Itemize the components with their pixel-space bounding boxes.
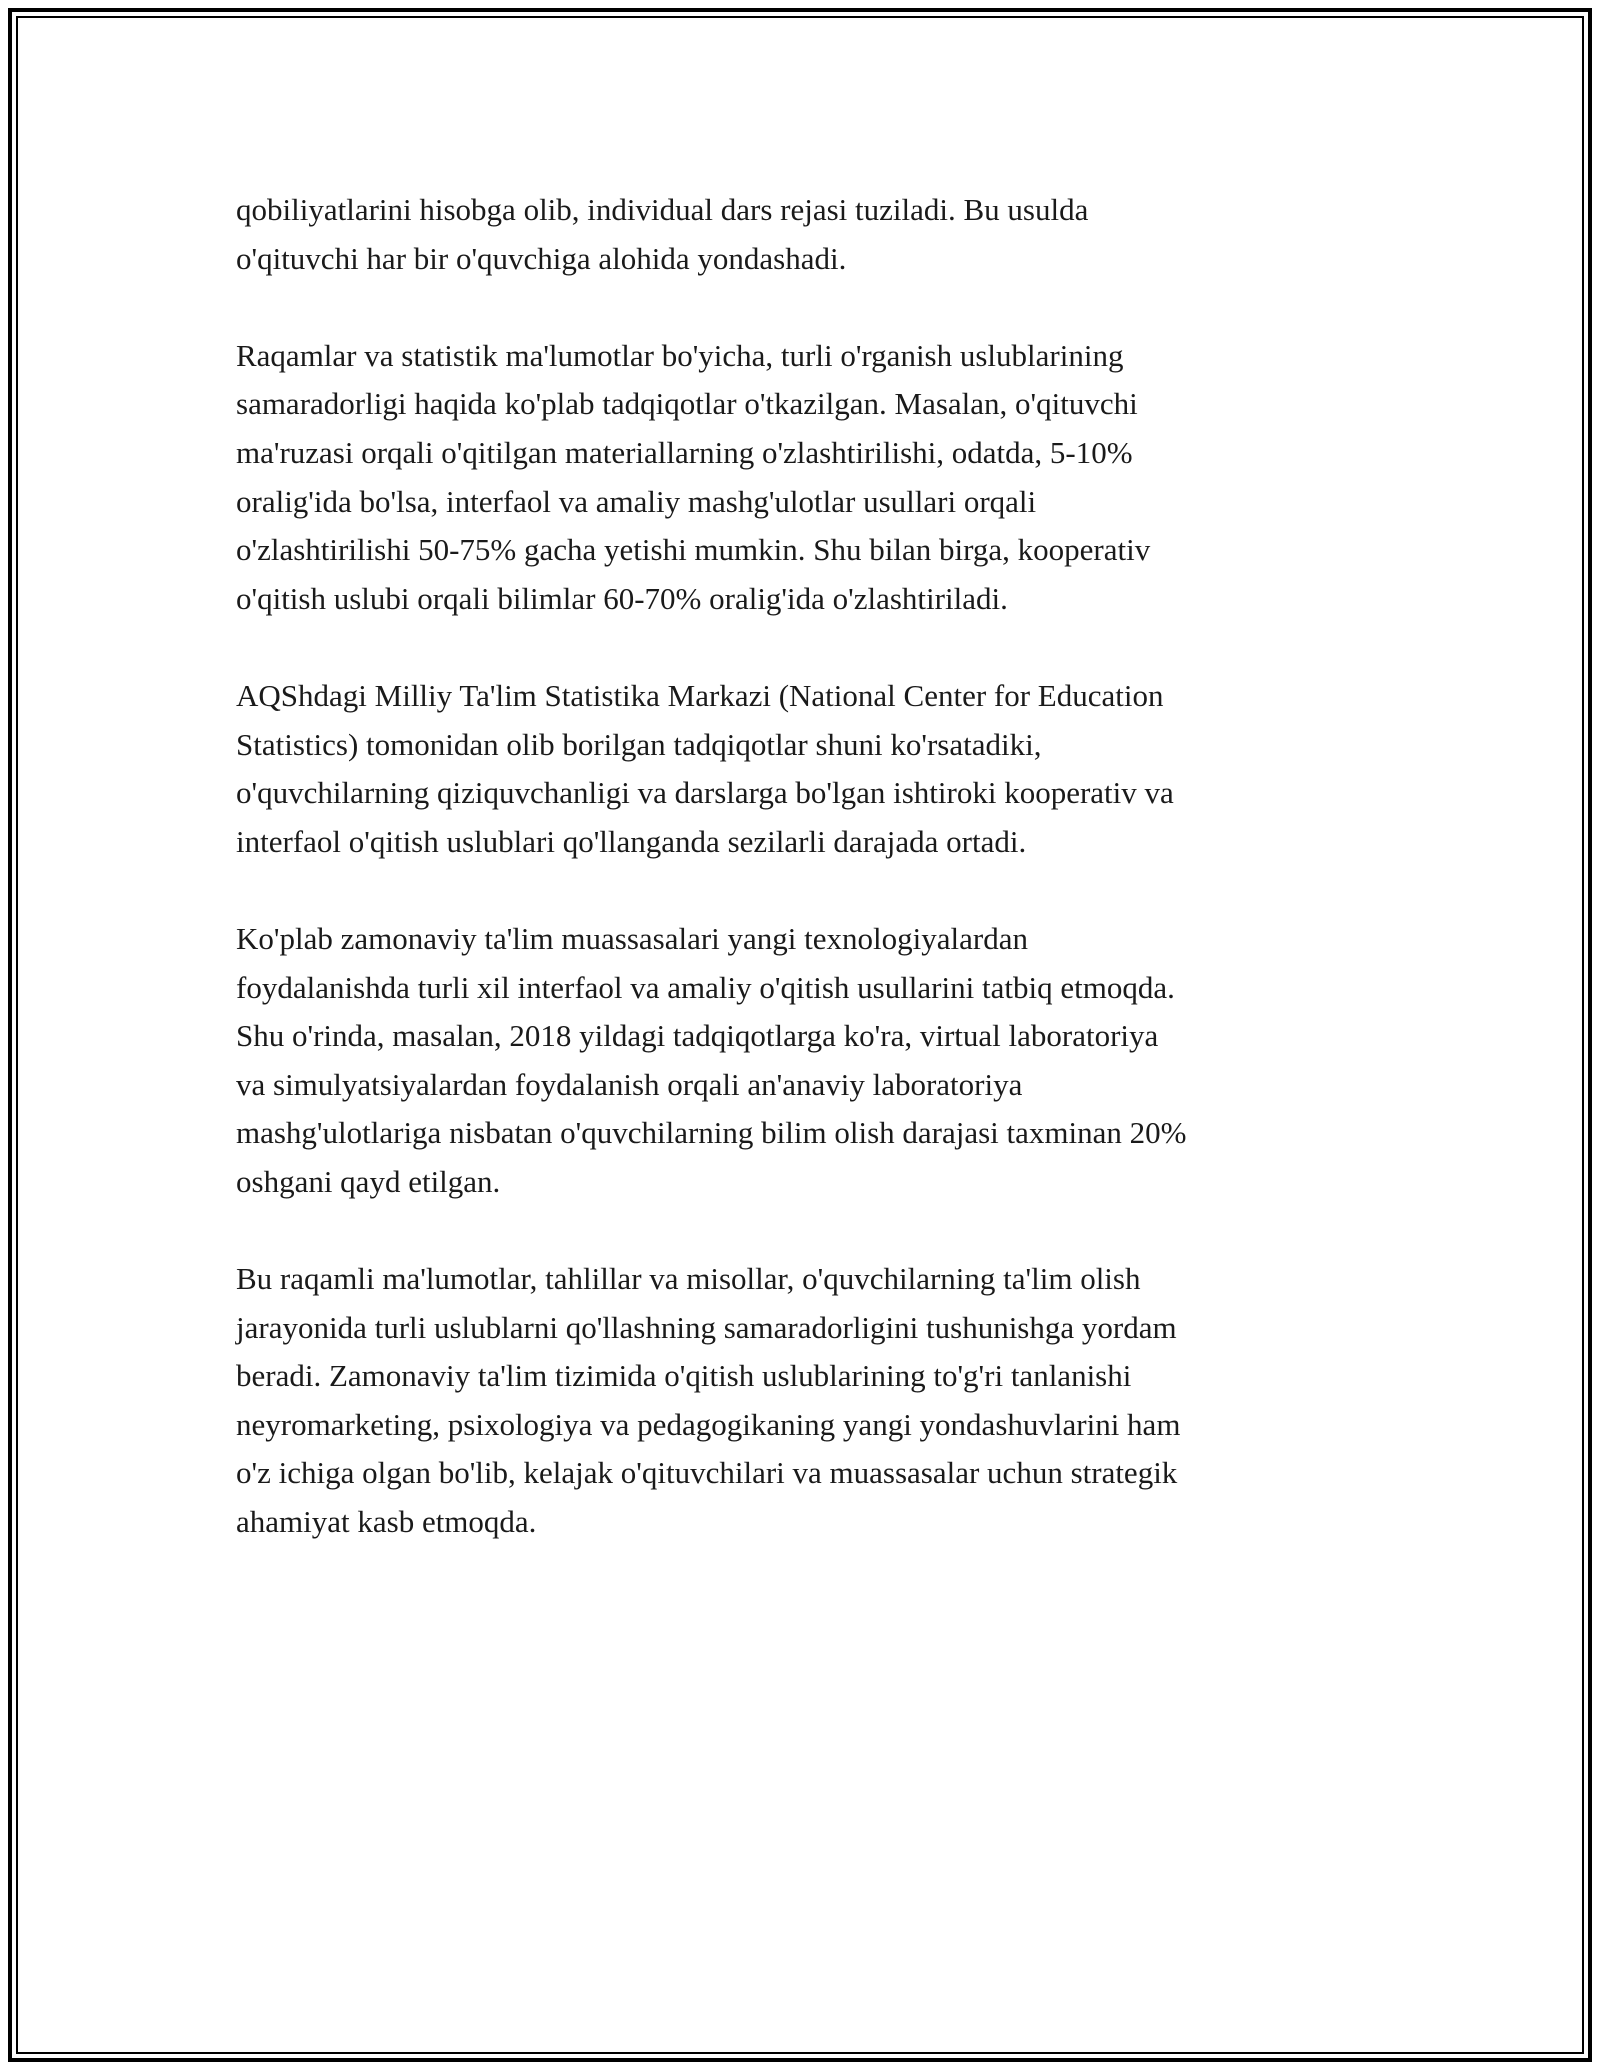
text-line: o'zlashtirilishi 50-75% gacha yetishi mumkin. Shu bilan birga, kooperativ	[236, 532, 1151, 568]
text-line: Shu o'rinda, masalan, 2018 yildagi tadqiqotlarga ko'ra, virtual laboratoriya	[236, 1018, 1159, 1054]
text-line: va simulyatsiyalardan foydalanish orqali an'anaviy laboratoriya	[236, 1066, 1023, 1102]
text-line: neyromarketing, psixologiya va pedagogikaning yangi yondashuvlarini ham	[236, 1406, 1181, 1442]
text-line: AQShdagi Milliy Ta'lim Statistika Markazi (National Center for Education	[236, 677, 1164, 713]
text-line: oshgani qayd etilgan.	[236, 1163, 501, 1199]
document-body	[236, 186, 1366, 1595]
paragraph-5	[236, 1255, 1366, 1547]
text-line: Bu raqamli ma'lumotlar, tahlillar va misollar, o'quvchilarning ta'lim olish	[236, 1261, 1141, 1297]
text-line: samaradorligi haqida ko'plab tadqiqotlar o'tkazilgan. Masalan, o'qituvchi	[236, 386, 1138, 422]
text-line: ma'ruzasi orqali o'qitilgan materiallarning o'zlashtirilishi, odatda, 5-10%	[236, 434, 1133, 470]
text-line: Statistics) tomonidan olib borilgan tadqiqotlar shuni ko'rsatadiki,	[236, 726, 1042, 762]
text-line: Raqamlar va statistik ma'lumotlar bo'yicha, turli o'rganish uslublarining	[236, 337, 1124, 373]
paragraph-2	[236, 332, 1366, 624]
text-line: o'qituvchi har bir o'quvchiga alohida yondashadi.	[236, 240, 847, 276]
text-line: foydalanishda turli xil interfaol va amaliy o'qitish usullarini tatbiq etmoqda.	[236, 969, 1175, 1005]
text-line: mashg'ulotlariga nisbatan o'quvchilarning bilim olish darajasi taxminan 20%	[236, 1115, 1187, 1151]
text-line: beradi. Zamonaviy ta'lim tizimida o'qitish uslublarining to'g'ri tanlanishi	[236, 1358, 1132, 1394]
text-line: o'quvchilarning qiziquvchanligi va darslarga bo'lgan ishtiroki kooperativ va	[236, 775, 1174, 811]
text-line: interfaol o'qitish uslublari qo'llanganda sezilarli darajada ortadi.	[236, 823, 1027, 859]
text-line: Ko'plab zamonaviy ta'lim muassasalari yangi texnologiyalardan	[236, 920, 1028, 956]
text-line: o'z ichiga olgan bo'lib, kelajak o'qituvchilari va muassasalar uchun strategik	[236, 1455, 1178, 1491]
paragraph-1	[236, 186, 1366, 283]
paragraph-3	[236, 672, 1366, 866]
paragraph-4	[236, 915, 1366, 1207]
text-line: ahamiyat kasb etmoqda.	[236, 1504, 537, 1540]
text-line: jarayonida turli uslublarni qo'llashning samaradorligini tushunishga yordam	[236, 1309, 1177, 1345]
text-line: o'qitish uslubi orqali bilimlar 60-70% oralig'ida o'zlashtiriladi.	[236, 580, 1008, 616]
text-line: qobiliyatlarini hisobga olib, individual dars rejasi tuziladi. Bu usulda	[236, 192, 1089, 227]
text-line: oralig'ida bo'lsa, interfaol va amaliy mashg'ulotlar usullari orqali	[236, 483, 1037, 519]
